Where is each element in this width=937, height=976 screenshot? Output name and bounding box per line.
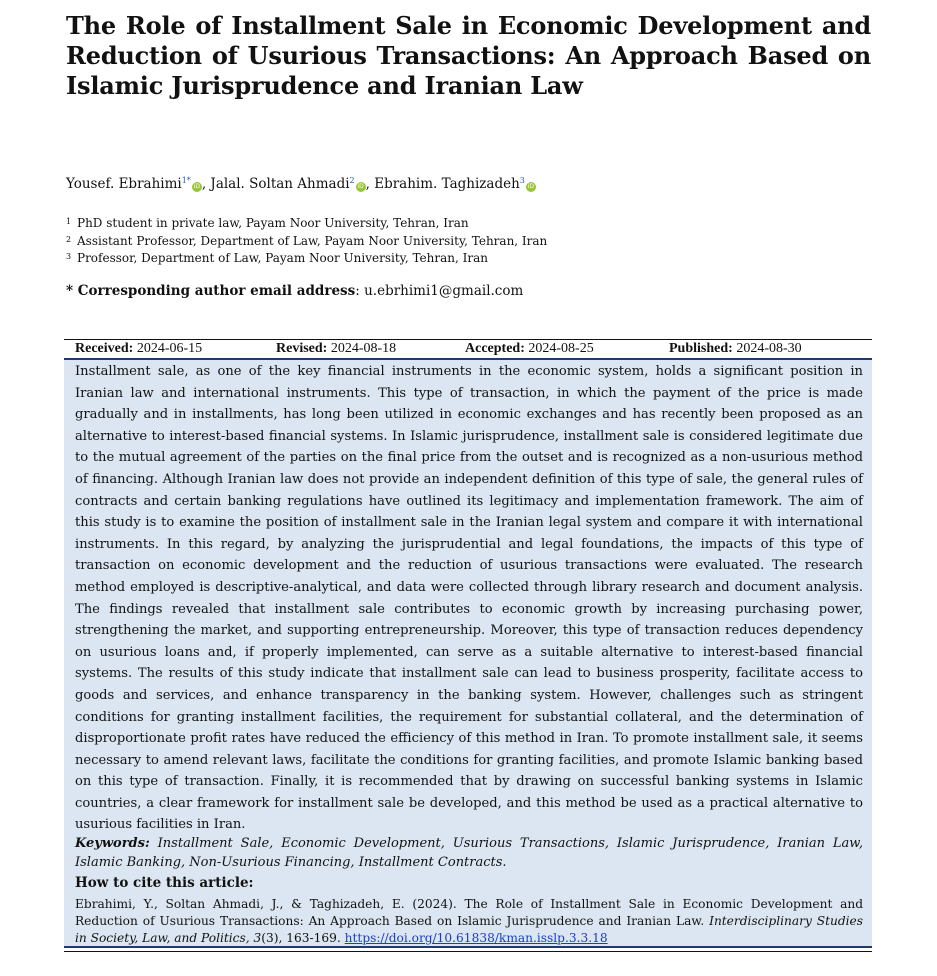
affiliation-text: Assistant Professor, Department of Law, Payam Noor University, Tehran, Iran	[77, 233, 548, 248]
affiliation-text: PhD student in private law, Payam Noor University, Tehran, Iran	[77, 216, 469, 230]
accepted-value: 2024-08-25	[528, 341, 594, 356]
affiliation-item	[66, 249, 547, 267]
keywords-label: Keywords:	[75, 836, 150, 851]
abstract-text: Installment sale, as one of the key financial instruments in the economic system, holds a significant position in Iranian law and international instruments. This type of transaction, in which the payment of the price is made gradually and in installments, has long been utilized in economic exchanges and has recently been proposed as an alternative to interest-based financial systems. In Islamic jurisprudence, installment sale is considered legitimate due to the mutual agreement of the parties on the final price from the outset and is recognized as a non-usurious method of financing. Although Iranian law does not provide an independent definition of this type of sale, the general rules of contracts and certain banking regulations have outlined its legitimacy and implementation framework. The aim of this study is to examine the position of installment sale in the Iranian legal system and compare it with international instruments. In this regard, by analyzing the jurisprudential and legal foundations, the impacts of this type of transaction on economic development and the reduction of usurious transactions were evaluated. The research method employed is descriptive-analytical, and data were collected through library research and document analysis. The findings revealed that installment sale contributes to economic growth by increasing purchasing power, strengthening the market, and supporting entrepreneurship. Moreover, this type of transaction reduces dependency on usurious loans and, if properly implemented, can serve as a suitable alternative to interest-based financial systems. The results of this study indicate that installment sale can lead to business prosperity, facilitate access to goods and services, and enhance transparency in the banking system. However, challenges such as stringent conditions for granting installment facilities, the requirement for substantial collateral, and the determination of disproportionate profit rates have reduced the efficiency of this method in Iran. To promote installment sale, it seems necessary to amend relevant laws, facilitate the conditions for granting facilities, and promote Islamic banking based on this type of transaction. Finally, it is recommended that by drawing on successful banking systems in Islamic countries, a clear framework for installment sale be developed, and this method be used as a practical alternative to usurious facilities in Iran.	[75, 364, 863, 833]
received-value: 2024-06-15	[136, 341, 203, 356]
received-label: Received:	[75, 341, 134, 356]
author-name[interactable]: Ebrahim. Taghizadeh	[374, 176, 520, 192]
author-separator: ,	[365, 176, 375, 192]
corresponding-author: * Corresponding author email address: u.ebrhimi1@gmail.com	[66, 283, 524, 299]
keywords-text: Installment Sale, Economic Development, Usurious Transactions, Islamic Jurisprudence, Iranian Law, Islamic Banking, Non-Usurious Financing, Installment Contracts.	[75, 836, 863, 870]
citation-reference: Ebrahimi, Y., Soltan Ahmadi, J., & Taghizadeh, E. (2024). The Role of Installment Sale in Economic Development and Reduction of Usurious Transactions: An Approach Based on Islamic Jurisprudence and Iranian Law.	[75, 897, 863, 928]
published-value: 2024-08-30	[736, 341, 802, 356]
citation-heading: How to cite this article:	[75, 875, 254, 891]
affiliation-item	[66, 214, 547, 232]
author-name[interactable]: Yousef. Ebrahimi	[66, 176, 182, 192]
bottom-divider	[64, 946, 872, 948]
affiliation-number: 3	[66, 252, 72, 261]
bottom-divider-thin	[64, 951, 872, 952]
published-label: Published:	[669, 341, 733, 356]
affiliation-item	[66, 232, 547, 250]
affiliation-text: Professor, Department of Law, Payam Noor University, Tehran, Iran	[77, 251, 488, 265]
author-list	[66, 176, 536, 192]
affiliation-number: 2	[66, 234, 72, 244]
revised-label: Revised:	[276, 341, 328, 356]
author-affil-ref: 1*	[181, 176, 191, 185]
affiliation-number: 1	[66, 217, 72, 226]
citation-text	[75, 896, 863, 947]
doi-link[interactable]: https://doi.org/10.61838/kman.isslp.3.3.18	[344, 931, 608, 945]
affiliation-list	[66, 214, 547, 267]
paper-title: The Role of Installment Sale in Economic Development and Reduction of Usurious Transactions: An Approach Based on Islamic Jurisprudence and Iranian Law	[66, 11, 871, 100]
citation-issue: (3), 163-169.	[261, 931, 341, 945]
corresponding-label: * Corresponding author email address	[66, 283, 356, 299]
citation-journal: Interdisciplinary Studies in Society, Law, and Politics, 3	[75, 914, 863, 945]
corresponding-email[interactable]: u.ebrhimi1@gmail.com	[364, 283, 524, 299]
orcid-icon[interactable]: iD	[527, 183, 535, 190]
revised-value: 2024-08-18	[330, 341, 397, 356]
accepted-date	[465, 341, 594, 357]
accepted-label: Accepted:	[465, 341, 525, 356]
date-bar	[75, 341, 870, 358]
author-affil-ref: 3	[519, 176, 525, 185]
published-date	[669, 341, 802, 357]
orcid-icon[interactable]: iD	[193, 183, 200, 190]
author-separator: ,	[201, 176, 211, 192]
author-affil-ref: 2	[349, 176, 355, 185]
orcid-icon[interactable]: iD	[357, 183, 364, 190]
author-name[interactable]: Jalal. Soltan Ahmadi	[210, 176, 350, 192]
received-date	[75, 341, 202, 357]
keywords	[75, 834, 863, 872]
revised-date	[276, 341, 396, 357]
top-divider	[64, 339, 872, 340]
